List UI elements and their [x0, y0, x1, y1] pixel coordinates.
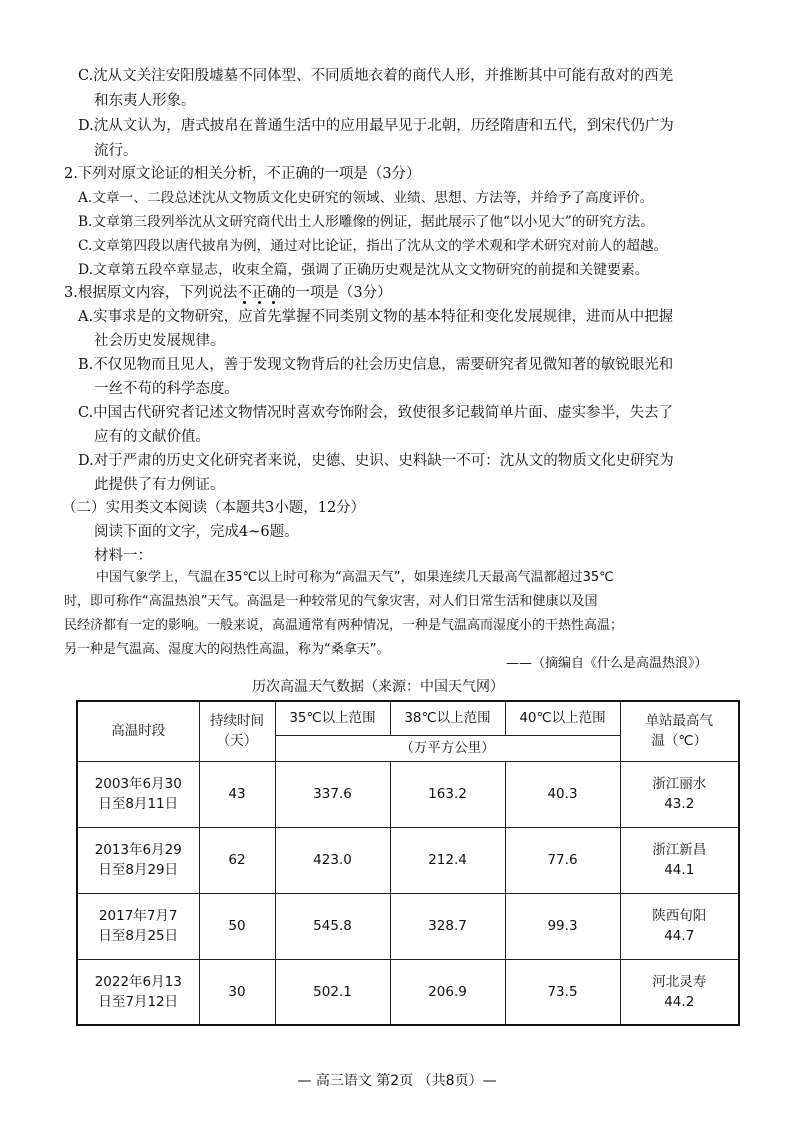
table-row — [77, 959, 739, 1025]
q3-option-b-line2: 一丝不苟的科学态度。 — [94, 381, 239, 397]
q2-option-d: D.文章第五段卒章显志，收束全篇，强调了正确历史观是沈从文文物研究的前提和关键要素。 — [78, 262, 649, 278]
cell-duration: 30 — [199, 959, 275, 1025]
cell-range-40: 73.5 — [505, 959, 620, 1025]
q3-stem — [64, 283, 392, 303]
q3-stem-pre: 3.根据原文内容，下列说法 — [64, 285, 238, 301]
station-name: 河北灵寿 — [652, 973, 707, 990]
header-duration-line2: （天） — [216, 733, 258, 750]
q3-emphasis-char: 确 — [266, 285, 281, 301]
material-paragraph-line4: 另一种是气温高、湿度大的闷热性高温，称为“桑拿天”。 — [64, 642, 390, 657]
cell-range-38: 328.7 — [390, 893, 505, 959]
station-temp: 44.2 — [664, 993, 695, 1010]
header-unit: （万平方公里） — [275, 735, 620, 761]
q3-option-c-line1: C.中国古代研究者记述文物情况时喜欢夸饰附会，致使很多记载简单片面、虚实参半，失去了 — [78, 405, 674, 421]
q2-option-a: A.文章一、二段总述沈从文物质文化史研究的领域、业绩、思想、方法等，并给予了高度评价。 — [78, 190, 654, 206]
cell-range-35: 423.0 — [275, 827, 390, 893]
period-line1: 2013年6月29 — [94, 842, 182, 858]
period-line1: 2003年6月30 — [94, 776, 182, 792]
table-caption: 历次高温天气数据（来源：中国天气网） — [252, 679, 504, 695]
cell-duration: 50 — [199, 893, 275, 959]
q3-stem-post: 的一项是（3分） — [280, 285, 392, 301]
q3-option-d-line1: D.对于严肃的历史文化研究者来说，史德、史识、史料缺一不可：沈从文的物质文化史研究为 — [78, 453, 674, 469]
station-name: 浙江丽水 — [652, 776, 707, 792]
cell-station — [620, 893, 739, 959]
section-heading: （二）实用类文本阅读（本题共3小题，12分） — [62, 500, 366, 516]
cell-duration: 62 — [199, 827, 275, 893]
q3-option-c-line2: 应有的文献价值。 — [94, 429, 210, 445]
q2-stem: 2.下列对原文论证的相关分析，不正确的一项是（3分） — [64, 166, 421, 182]
cell-period — [77, 893, 199, 959]
header-range-40: 40℃以上范围 — [505, 701, 620, 735]
material-paragraph-line3: 民经济都有一定的影响。一般来说，高温通常有两种情况，一种是气温高而湿度小的干热性高温； — [64, 618, 624, 633]
cell-period — [77, 827, 199, 893]
page-footer: — 高三语文 第2页 （共8页）— — [297, 1073, 497, 1089]
station-name: 浙江新昌 — [652, 842, 707, 858]
q3-emphasis-char: 不 — [237, 285, 252, 301]
q3-option-d-line2: 此提供了有力例证。 — [94, 477, 225, 493]
header-duration-line1: 持续时间 — [210, 713, 264, 730]
q1-option-d-line1: D.沈从文认为，唐式披帛在普通生活中的应用最早见于北朝，历经隋唐和五代，到宋代仍广为 — [78, 118, 674, 134]
header-station-line2: 温（℃） — [651, 733, 708, 750]
cell-range-38: 212.4 — [390, 827, 505, 893]
cell-station — [620, 827, 739, 893]
header-duration — [199, 701, 275, 761]
period-line2: 日至8月25日 — [98, 928, 179, 944]
header-range-38: 38℃以上范围 — [390, 701, 505, 735]
cell-range-38: 206.9 — [390, 959, 505, 1025]
cell-range-40: 99.3 — [505, 893, 620, 959]
material-source: ——（摘编自《什么是高温热浪》） — [506, 656, 708, 671]
material-label: 材料一： — [94, 548, 152, 564]
q3-emphasis-char: 正 — [251, 285, 267, 301]
station-temp: 44.7 — [664, 928, 695, 944]
weather-data-table — [76, 700, 740, 1026]
cell-range-35: 545.8 — [275, 893, 390, 959]
cell-range-35: 502.1 — [275, 959, 390, 1025]
station-temp: 44.1 — [664, 862, 695, 878]
cell-range-38: 163.2 — [390, 761, 505, 827]
period-line1: 2017年7月7 — [98, 908, 178, 924]
cell-station — [620, 959, 739, 1025]
cell-range-40: 77.6 — [505, 827, 620, 893]
q2-option-b: B.文章第三段列举沈从文研究商代出土人形雕像的例证，据此展示了他“以小见大”的研究方法。 — [78, 214, 654, 230]
period-line1: 2022年6月13 — [94, 973, 182, 990]
material-paragraph-line1: 中国气象学上，气温在35℃以上时可称为“高温天气”，如果连续几天最高气温都超过35℃ — [96, 570, 614, 585]
cell-period — [77, 761, 199, 827]
header-range-35: 35℃以上范围 — [275, 701, 390, 735]
header-station-max — [620, 701, 739, 761]
table-row — [77, 893, 739, 959]
q2-option-c: C.文章第四段以唐代披帛为例，通过对比论证，指出了沈从文的学术观和学术研究对前人的超越。 — [78, 238, 668, 254]
table-row — [77, 827, 739, 893]
q1-option-c-line2: 和东夷人形象。 — [94, 93, 196, 109]
q3-option-a-line1: A.实事求是的文物研究，应首先掌握不同类别文物的基本特征和变化发展规律，进而从中把握 — [78, 309, 674, 325]
station-name: 陕西旬阳 — [652, 908, 707, 924]
header-station-line1: 单站最高气 — [645, 713, 713, 730]
q3-option-a-line2: 社会历史发展规律。 — [94, 333, 225, 349]
cell-station — [620, 761, 739, 827]
period-line2: 日至7月12日 — [98, 993, 179, 1010]
material-paragraph-line2: 时，即可称作“高温热浪”天气。高温是一种较常见的气象灾害，对人们日常生活和健康以及国 — [64, 594, 598, 609]
station-temp: 43.2 — [664, 796, 695, 812]
header-period: 高温时段 — [77, 701, 199, 761]
cell-range-40: 40.3 — [505, 761, 620, 827]
table-row — [77, 761, 739, 827]
period-line2: 日至8月29日 — [98, 862, 179, 878]
section-instruction: 阅读下面的文字，完成4~6题。 — [94, 524, 299, 540]
q1-option-d-line2: 流行。 — [94, 143, 138, 159]
q3-option-b-line1: B.不仅见物而且见人，善于发现文物背后的社会历史信息，需要研究者见微知著的敏锐眼光和 — [78, 357, 674, 373]
q1-option-c-line1: C.沈从文关注安阳殷墟墓不同体型、不同质地衣着的商代人形，并推断其中可能有敌对的西羌 — [78, 68, 674, 84]
cell-period — [77, 959, 199, 1025]
period-line2: 日至8月11日 — [98, 796, 179, 812]
cell-range-35: 337.6 — [275, 761, 390, 827]
cell-duration: 43 — [199, 761, 275, 827]
